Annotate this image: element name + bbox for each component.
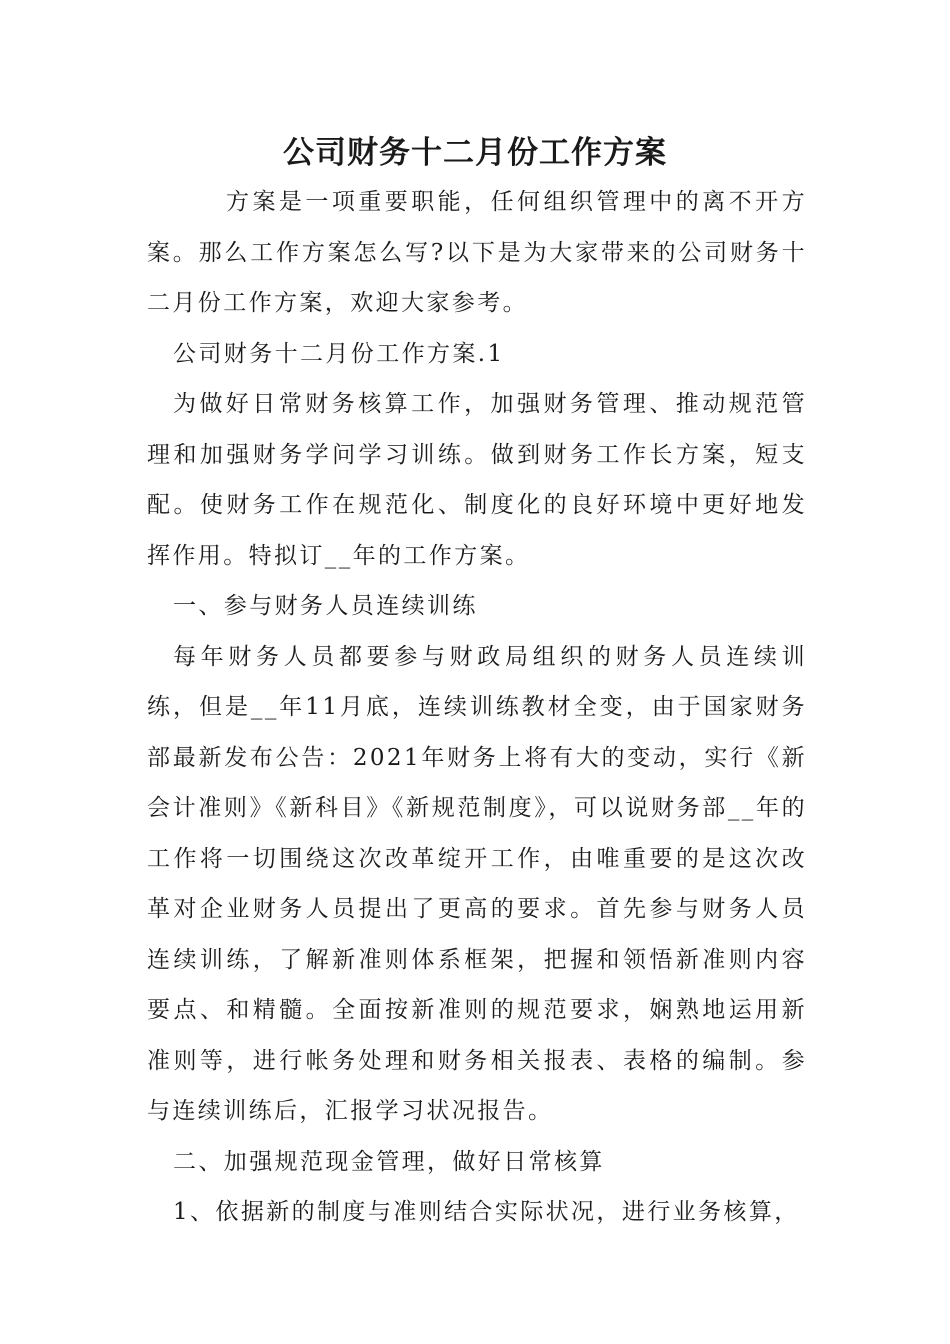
training-paragraph: 每年财务人员都要参与财政局组织的财务人员连续训练，但是__年11月底，连续训练教材全变，由于国家财务部最新发布公告：2021年财务上将有大的变动，实行《新会计准则》《新科目》《新规范制度》，可以说财务部__年的工作将一切围绕这次改革绽开工作，由唯重要的是这次改革对企业财务人员提出了更高的要求。首先参与财务人员连续训练，了解新准则体系框架，把握和领悟新准则内容要点、和精髓。全面按新准则的规范要求，娴熟地运用新准则等，进行帐务处理和财务相关报表、表格的编制。参与连续训练后，汇报学习状况报告。 xyxy=(147,643,807,1124)
section-heading-1: 一、参与财务人员连续训练 xyxy=(173,593,478,619)
list-item-1: 1、依据新的制度与准则结合实际状况，进行业务核算， xyxy=(173,1199,800,1225)
document-body xyxy=(147,177,807,1238)
document-title: 公司财务十二月份工作方案 xyxy=(283,135,667,171)
intro-paragraph: 方案是一项重要职能，任何组织管理中的离不开方案。那么工作方案怎么写?以下是为大家带来的公司财务十二月份工作方案，欢迎大家参考。 xyxy=(147,189,807,316)
section-heading-2: 二、加强规范现金管理，做好日常核算 xyxy=(173,1148,605,1175)
purpose-paragraph: 为做好日常财务核算工作，加强财务管理、推动规范管理和加强财务学问学习训练。做到财务工作长方案，短支配。使财务工作在规范化、制度化的良好环境中更好地发挥作用。特拟订__年的工作方案。 xyxy=(147,391,807,569)
plan-heading: 公司财务十二月份工作方案.1 xyxy=(173,340,505,367)
